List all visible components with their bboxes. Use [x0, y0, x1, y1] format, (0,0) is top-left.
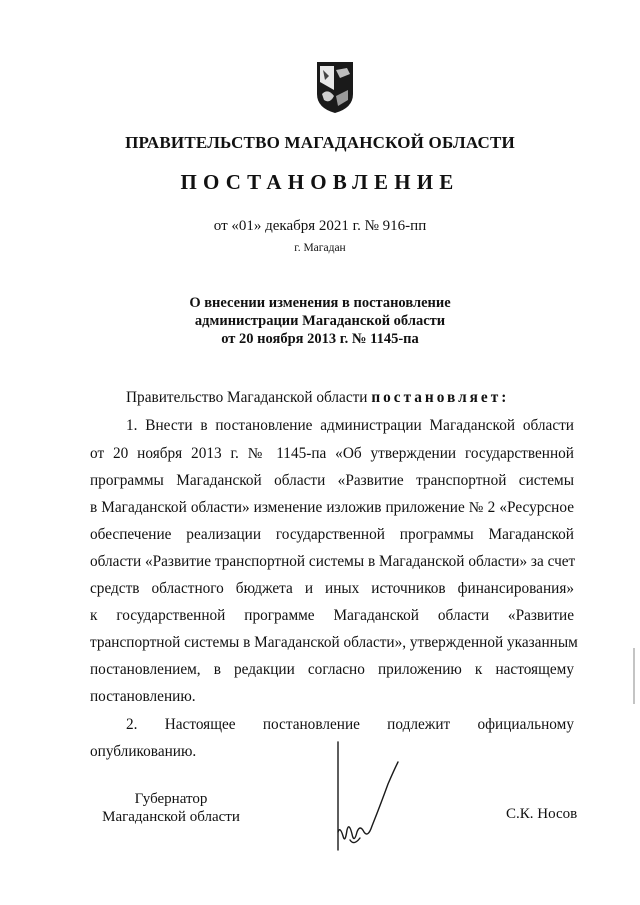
coat-of-arms-icon: [314, 60, 356, 114]
item1-line: транспортной системы в Магаданской области», утвержденной указанным: [90, 634, 578, 651]
intro-verb: постановляет:: [371, 389, 510, 406]
document-city: г. Магадан: [294, 242, 346, 254]
item2-line: опубликованию.: [90, 743, 197, 760]
item1-line: от 20 ноября 2013 г. № 1145-па «Об утверждении государственной: [90, 445, 574, 462]
signatory-role: [96, 790, 246, 826]
item2-line: 2. Настоящее постановление подлежит официальному: [126, 716, 574, 733]
scan-edge-mark: [632, 648, 636, 704]
document-date-number: от «01» декабря 2021 г. № 916-пп: [213, 218, 427, 234]
item1-line: постановлением, в редакции согласно приложению к настоящему: [90, 661, 574, 678]
item1-line: к государственной программе Магаданской области «Развитие: [90, 607, 574, 624]
item1-line: 1. Внести в постановление администрации Магаданской области: [126, 417, 574, 434]
document-type: ПОСТАНОВЛЕНИЕ: [180, 170, 460, 194]
item1-line: программы Магаданской области «Развитие транспортной системы: [90, 472, 574, 489]
signatory-role-line: Магаданской области: [102, 809, 240, 825]
subject-line: от 20 ноября 2013 г. № 1145-па: [221, 331, 419, 347]
item1-line: средств областного бюджета и иных источников финансирования»: [90, 580, 574, 597]
subject-line: О внесении изменения в постановление: [189, 295, 451, 311]
subject-line: администрации Магаданской области: [194, 313, 446, 329]
intro-prefix: Правительство Магаданской области: [126, 389, 368, 406]
item1-line: постановлению.: [90, 688, 196, 705]
intro-paragraph: [126, 389, 509, 407]
handwritten-signature: [332, 740, 402, 858]
government-title: ПРАВИТЕЛЬСТВО МАГАДАНСКОЙ ОБЛАСТИ: [125, 133, 515, 152]
document-subject: [0, 294, 640, 348]
item1-line: обеспечение реализации государственной программы Магаданской: [90, 526, 574, 543]
item1-line: в Магаданской области» изменение изложив приложение № 2 «Ресурсное: [90, 499, 574, 516]
item1-line: области «Развитие транспортной системы в Магаданской области» за счет: [90, 553, 576, 570]
signatory-name: С.К. Носов: [506, 806, 578, 822]
signatory-role-line: Губернатор: [134, 791, 208, 807]
